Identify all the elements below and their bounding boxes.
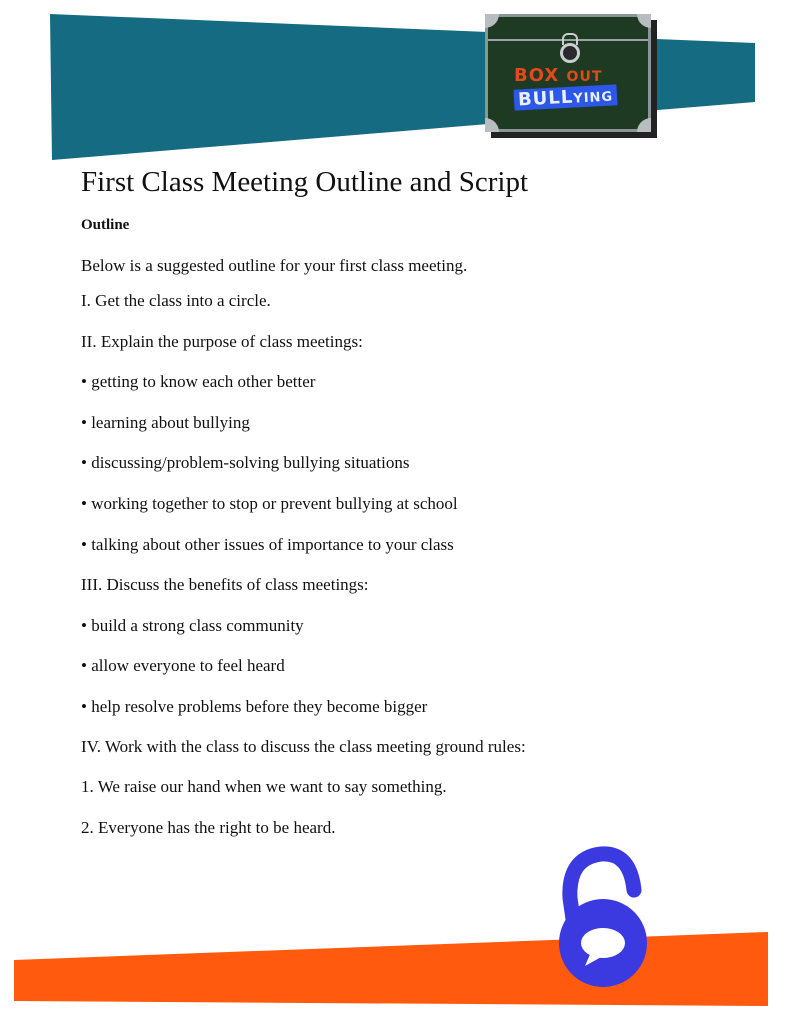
box-out-bullying-logo [485, 14, 651, 132]
chest-corner [485, 14, 499, 28]
bullet-item: • working together to stop or prevent bullying at school [81, 494, 458, 513]
padlock-icon [560, 43, 580, 63]
bullet-item: • allow everyone to feel heard [81, 656, 285, 675]
bullet-item: • getting to know each other better [81, 372, 316, 391]
outline-item: II. Explain the purpose of class meetings: [81, 332, 363, 351]
logo-word-out: OUT [566, 69, 603, 85]
outline-item: I. Get the class into a circle. [81, 291, 271, 310]
open-padlock-icon [559, 854, 647, 987]
chest-corner [637, 14, 651, 28]
intro-line: Below is a suggested outline for your first class meeting. [81, 256, 468, 275]
outline-item: III. Discuss the benefits of class meetings: [81, 575, 369, 594]
rule-item: 2. Everyone has the right to be heard. [81, 818, 336, 837]
bullet-item: • talking about other issues of importance to your class [81, 535, 454, 554]
footer-banner [0, 840, 791, 1024]
bullet-item: • discussing/problem-solving bullying situations [81, 453, 410, 472]
page-title: First Class Meeting Outline and Script [81, 166, 529, 198]
header-banner [0, 0, 791, 170]
outline-heading: Outline [81, 217, 130, 233]
bullet-item: • build a strong class community [81, 616, 304, 635]
bullet-item: • help resolve problems before they become bigger [81, 697, 428, 716]
chest-corner [485, 118, 499, 132]
logo-line-2 [514, 84, 618, 110]
logo-word-box: BOX [514, 65, 560, 86]
bullet-item: • learning about bullying [81, 413, 250, 432]
chest-corner [637, 118, 651, 132]
rule-item: 1. We raise our hand when we want to say something. [81, 777, 447, 796]
logo-line-1 [514, 65, 602, 86]
logo-word-ying: YING [572, 89, 614, 107]
outline-item: IV. Work with the class to discuss the class meeting ground rules: [81, 737, 526, 756]
logo-word-bull: BULL [517, 86, 574, 111]
